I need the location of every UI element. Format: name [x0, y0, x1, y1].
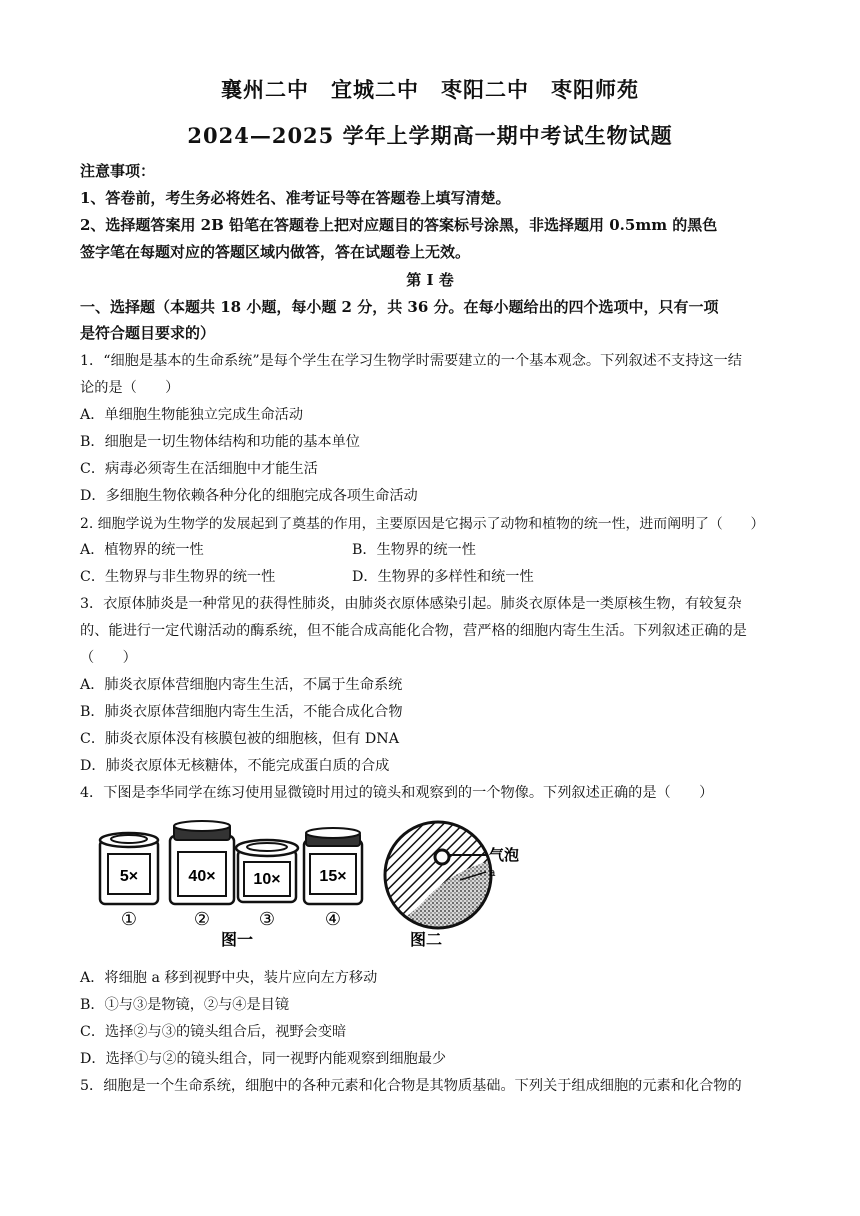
q3-option-b: B．肺炎衣原体营细胞内寄生生活，不能合成化合物	[80, 704, 403, 720]
air-bubble	[435, 850, 449, 864]
notice-heading: 注意事项：	[80, 162, 156, 180]
lens-2-mag: 40×	[188, 868, 216, 885]
q1-stem-cont: 论的是（ ）	[80, 380, 180, 396]
q4-stem: 4．下图是李华同学在练习使用显微镜时用过的镜头和观察到的一个物像。下列叙述正确的是（ ）	[80, 785, 714, 801]
q2-option-c: C．生物界与非生物界的统一性	[80, 569, 276, 585]
q4-option-a: A．将细胞 a 移到视野中央，装片应向左方移动	[80, 970, 378, 986]
q4-option-d: D．选择①与②的镜头组合，同一视野内能观察到细胞最少	[80, 1051, 447, 1067]
q3-stem-cont: 的、能进行一定代谢活动的酶系统，但不能合成高能化合物，营严格的细胞内寄生生活。下列叙述正确的是	[80, 623, 747, 639]
notice-item-2: 2、选择题答案用 2B 铅笔在答题卷上把对应题目的答案标号涂黑，非选择题用 0.5mm 的黑色	[80, 216, 718, 234]
q3-stem-paren: （ ）	[80, 650, 137, 666]
q1-option-d: D．多细胞生物依赖各种分化的细胞完成各项生命活动	[80, 488, 418, 504]
bubble-label: 气泡	[489, 846, 520, 864]
fig2-label: 图二	[409, 930, 443, 949]
school-names: 襄州二中 宜城二中 枣阳二中 枣阳师苑	[221, 77, 639, 102]
lens-4	[304, 828, 362, 930]
q2-option-a: A．植物界的统一性	[80, 542, 204, 558]
q3-option-d: D．肺炎衣原体无核糖体，不能完成蛋白质的合成	[80, 758, 390, 774]
lens-2-number: ②	[193, 909, 211, 930]
q3-option-a: A．肺炎衣原体营细胞内寄生生活，不属于生命系统	[80, 677, 403, 693]
section-heading: 一、选择题（本题共 18 小题，每小题 2 分，共 36 分。在每小题给出的四个选项中，只有一项	[80, 298, 719, 316]
lens-3-mag: 10×	[253, 871, 281, 888]
notice-item-1: 1、答卷前，考生务必将姓名、准考证号等在答题卷上填写清楚。	[80, 189, 511, 207]
q5-stem: 5．细胞是一个生命系统，细胞中的各种元素和化合物是其物质基础。下列关于组成细胞的元素和化合物的	[80, 1078, 742, 1094]
q3-option-c: C．肺炎衣原体没有核膜包被的细胞核，但有 DNA	[80, 731, 399, 747]
q1-option-c: C．病毒必须寄生在活细胞中才能生活	[80, 461, 318, 477]
lens-1-mag: 5×	[119, 868, 139, 885]
notice-item-2-cont: 签字笔在每题对应的答题区域内做答，答在试题卷上无效。	[80, 243, 471, 261]
exam-title: 2024—2025 学年上学期高一期中考试生物试题	[187, 123, 673, 148]
lens-1-number: ①	[120, 909, 138, 930]
q1-option-b: B．细胞是一切生物体结构和功能的基本单位	[80, 434, 360, 450]
q4-option-b: B．①与③是物镜，②与④是目镜	[80, 997, 290, 1013]
lens-1	[100, 833, 158, 930]
cell-a-label: a	[489, 866, 496, 879]
lens-3-number: ③	[258, 909, 276, 930]
q4-figure	[92, 818, 520, 952]
q2-stem: 2. 细胞学说为生物学的发展起到了奠基的作用，主要原因是它揭示了动物和植物的统一性，进而阐明了（ ）	[80, 516, 765, 532]
q1-stem: 1．“细胞是基本的生命系统”是每个学生在学习生物学时需要建立的一个基本观念。下列叙述不支持这一结	[80, 353, 742, 369]
lens-4-number: ④	[324, 909, 342, 930]
q4-option-c: C．选择②与③的镜头组合后，视野会变暗	[80, 1024, 347, 1040]
q2-option-d: D．生物界的多样性和统一性	[352, 569, 534, 585]
field-of-view	[382, 818, 502, 938]
lens-3	[236, 840, 298, 930]
section-heading-cont: 是符合题目要求的）	[80, 324, 216, 342]
volume-heading: 第 I 卷	[406, 271, 454, 289]
lens-2	[170, 821, 234, 930]
q2-option-b: B．生物界的统一性	[352, 542, 476, 558]
q1-option-a: A．单细胞生物能独立完成生命活动	[80, 407, 304, 423]
q3-stem: 3．衣原体肺炎是一种常见的获得性肺炎，由肺炎衣原体感染引起。肺炎衣原体是一类原核生物，有较复杂	[80, 596, 742, 612]
fig1-label: 图一	[220, 930, 254, 949]
lens-4-mag: 15×	[319, 868, 347, 885]
